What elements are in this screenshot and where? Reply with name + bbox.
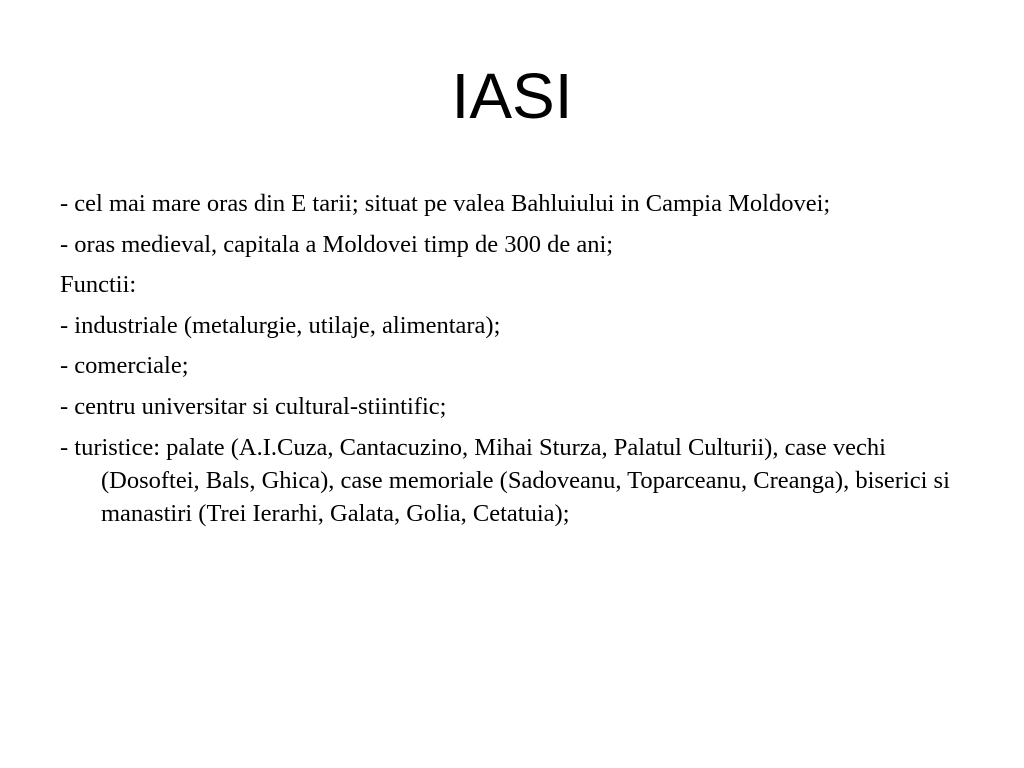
paragraph-functions-heading: Functii: [60,271,137,298]
paragraph-location: - cel mai mare oras din E tarii; situat pe valea Bahluiului in Campia Moldovei; [60,190,831,217]
slide-body [60,184,980,530]
paragraph-tourism: - turistice: palate (A.I.Cuza, Cantacuzino, Mihai Sturza, Palatul Culturii), case vechi (Dosoftei, Bals, Ghica), case memoriale (Sadoveanu, Toparceanu, Creanga), biserici si manastiri (Trei Ierarhi, Galata, Golia, Cetatuia); [60,434,950,527]
paragraph-history: - oras medieval, capitala a Moldovei timp de 300 de ani; [60,230,614,258]
paragraph-commercial: - comerciale; [60,352,189,379]
paragraph-university: - centru universitar si cultural-stiintific; [60,392,447,420]
paragraph-industrial: - industriale (metalurgie, utilaje, alimentara); [60,311,501,339]
slide-title: IASI [451,60,573,132]
